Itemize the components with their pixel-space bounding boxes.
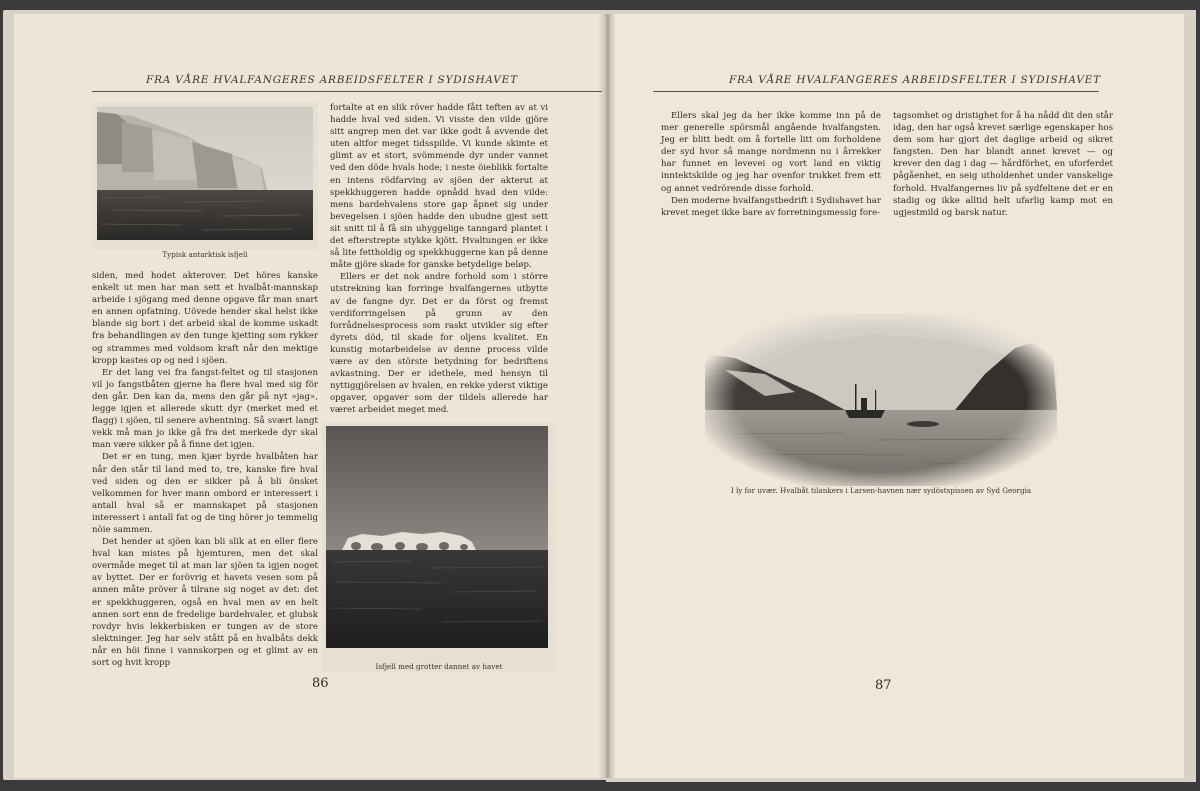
left-header-rule — [92, 91, 602, 92]
paragraph: Det hender at sjöen kan bli slik at en eller flere hval kan mistes på hjemturen, men det skal overmåde meget til at man lar sjöen ta igjen noget av byttet. Der er forövrig et havets vesen som på annen måte pröver å tilrane sig noget av det: det er spekkhuggeren, også en hval men av en helt annen sort enn de fredelige bardehvaler, et glubsk rovdyr hvis lekkerbisken er tungen av de store slektninger. Jeg har selv stått på en hvalbåts dekk når en höi finne i vannskorpen og et glimt av en sort og hvit kropp — [92, 537, 318, 668]
paragraph: Er det lang vei fra fangst-feltet og til stasjonen vil jo fangstbåten gjerne ha flere hval med sig för den går. Den kan da, mens den går på nyt »jag», legge igjen et allerede skutt dyr (merket med et flagg) i sjöen, til senere avhentning. Så svært langt vekk må man jo ikke gå fra det merkede dyr skal man være sikker på å finne det igjen. — [92, 367, 318, 451]
right-page — [609, 14, 1184, 778]
paragraph: siden, med hodet akterover. Det höres kanske enkelt ut men har man sett et hvalbåt-mannskap arbeide i sjögang med denne opgave får man snart en annen opfatning. Uövede hender skal helst ikke blande sig bort i det arbeid skal de komme uskadt fra behandlingen av den tunge kjetting som rykker og strammes med voldsom kraft når den mektige kropp kastes op og ned i sjöen. — [92, 271, 318, 366]
paragraph: Ellers skal jeg da her ikke komme inn på de mer generelle spörsmål angående hvalfangsten. Jeg er blitt bedt om å fortelle litt om forholdene der syd hvor så mange nordmenn nu i årrekker har funnet en levevei og vort land en viktig inntektskilde og jeg har ovenfor trukket frem ett og annet vedrörende disse forhold. — [661, 111, 881, 194]
iceberg-photo — [92, 102, 318, 250]
left-column-2 — [330, 102, 548, 416]
paragraph: Det er en tung, men kjær byrde hvalbåten har når den står til land med to, tre, kanske fire hval ved siden og den er sikker på å bli önsket velkommen for hver mann ombord er interessert i antall hval så er mannskapet på stasjonen interessert i antall fat og de ting hörer jo temmelig nöie sammen. — [92, 452, 318, 535]
paragraph: Ellers er det nok andre forhold som i större utstrekning kan forringe hvalfangernes utbytte av de fangne dyr. Det er da först og fremst verdiforringelsen på grunn av den forrådnelsesprocess som raskt utvikler sig efter dyrets död, til skade for oljens kvalitet. En kunstig motarbeidelse av denne process vilde være av den störste betydning for bedriftens avkastning. Der er idethele, med hensyn til nyttiggjörelsen av hvalen, en rekke yderst viktige opgaver, opgaver som der tildels allerede har været arbeidet meget med. — [330, 272, 548, 416]
book-gutter — [598, 14, 616, 778]
iceberg-caves-photo — [322, 422, 556, 672]
iceberg-photo-caption: Typisk antarktisk isfjell — [162, 250, 248, 259]
right-column-2 — [893, 110, 1113, 219]
left-column-1 — [92, 270, 318, 669]
right-page-number: 87 — [875, 678, 892, 693]
paragraph: tagsomhet og dristighet for å ha nådd dit den står idag, den har også krevet særlige egenskaper hos dem som har gjort det daglige arbeid og sikret fangsten. Den har blandt annet krevet — og krever den dag i dag — hårdförhet, en uforferdet pågåenhet, en seig utholdenhet under vanskelige forhold. Hvalfangernes liv på sydfeltene det er en stadig og ikke alltid helt ufarlig kamp mot en ugjestmild og barsk natur. — [893, 111, 1113, 218]
left-page-number: 86 — [312, 676, 329, 691]
paragraph: Den moderne hvalfangstbedrift i Sydishavet har krevet meget ikke bare av forretningsmessig fore- — [661, 195, 881, 218]
harbour-photo — [705, 314, 1057, 486]
iceberg-caves-photo-caption: Isfjell med grotter dannet av havet — [375, 662, 503, 671]
right-running-head: FRA VÅRE HVALFANGERES ARBEIDSFELTER I SYDISHAVET — [729, 74, 1101, 86]
right-column-1 — [661, 110, 881, 219]
left-running-head: FRA VÅRE HVALFANGERES ARBEIDSFELTER I SYDISHAVET — [146, 74, 518, 86]
harbour-photo-caption: I ly for uvær. Hvalbåt tilankers i Larsen-havnen nær sydöstspissen av Syd Georgia — [730, 486, 1032, 495]
paragraph: fortalte at en slik röver hadde fått teften av at vi hadde hval ved siden. Vi visste den vilde gjöre sitt angrep men det var ikke godt å avvende det uten altfor meget tidsspilde. Vi kunde skimte et glimt av et stort, svömmende dyr under vannet ved den döde hvals hode; i neste öieblikk fortalte en intens rödfarving av sjöen der akterut at spekkhuggeren hadde opnådd hvad den vilde: mens bardehvalens store gap åpnet sig under bevegelsen i sjöen hadde den ubudne gjest sett sit snitt til å få sin uhyggelige tanngard plantet i det efterstrepte stykke kjött. Hvaltungen er ikke så lite fettholdig og spekkhuggerne kan på denne måte gjöre skade for ganske betydelige beløp. — [330, 103, 548, 271]
right-header-rule — [653, 91, 1099, 92]
left-page — [14, 14, 606, 778]
